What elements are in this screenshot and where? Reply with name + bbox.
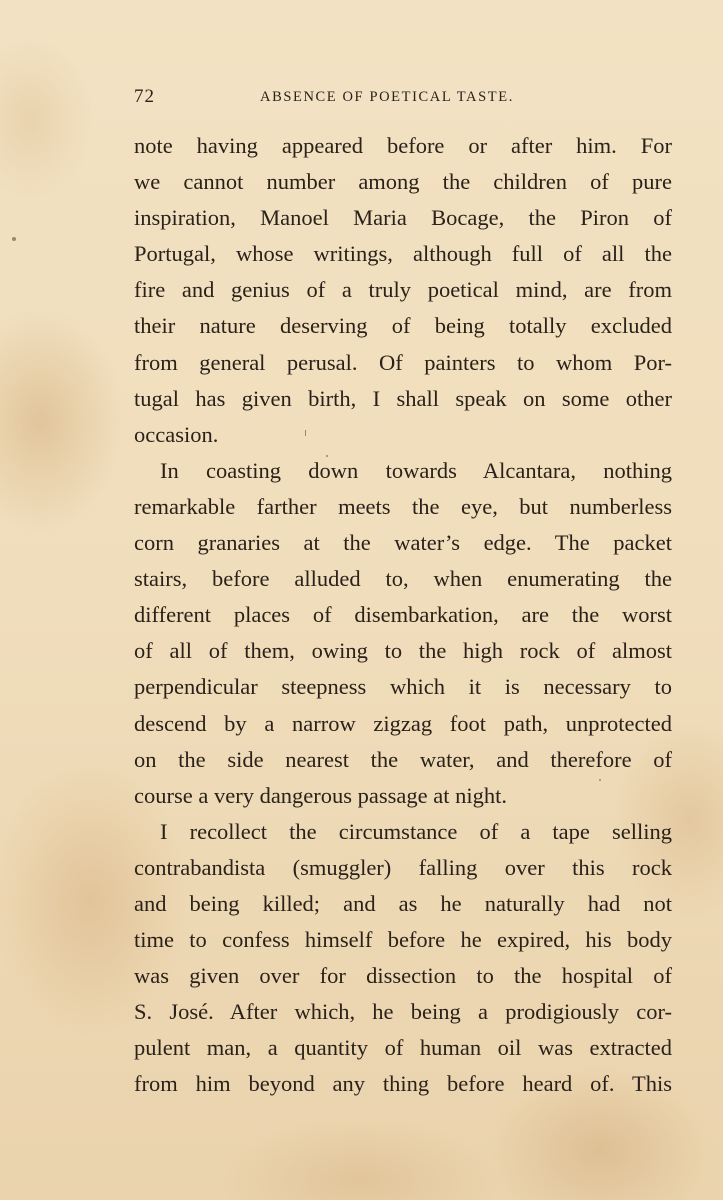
text-line: different places of disembarkation, are the worst: [134, 602, 672, 628]
paragraph-3: [134, 814, 672, 1103]
paragraph-1: [134, 128, 672, 453]
body-text: [134, 128, 672, 1103]
running-title: ABSENCE OF POETICAL TASTE.: [260, 89, 514, 105]
text-line: of all of them, owing to the high rock of almost: [134, 638, 672, 664]
text-line: I recollect the circumstance of a tape selling: [160, 818, 672, 844]
paper-speck: [326, 455, 328, 457]
page-number: 72: [134, 86, 155, 107]
text-line: occasion.: [134, 421, 219, 447]
text-line: course a very dangerous passage at night.: [134, 782, 507, 808]
text-line: on the side nearest the water, and therefore of: [134, 746, 672, 772]
text-line: we cannot number among the children of pure: [134, 169, 672, 195]
text-line: inspiration, Manoel Maria Bocage, the Piron of: [134, 205, 672, 231]
running-head: [134, 86, 674, 112]
text-line: time to confess himself before he expired, his body: [134, 927, 672, 953]
paper-speck: [12, 237, 16, 241]
text-line: corn granaries at the water’s edge. The packet: [134, 530, 672, 556]
text-line: descend by a narrow zigzag foot path, unprotected: [134, 710, 672, 736]
text-line: remarkable farther meets the eye, but numberless: [134, 493, 672, 519]
paper-speck: [599, 779, 601, 781]
text-line: S. José. After which, he being a prodigiously cor-: [134, 999, 672, 1025]
text-line: from him beyond any thing before heard of. This: [134, 1071, 672, 1097]
paragraph-2: [134, 453, 672, 814]
text-line: note having appeared before or after him. For: [134, 133, 672, 158]
text-line: contrabandista (smuggler) falling over this rock: [134, 854, 672, 880]
paper-speck: [305, 430, 306, 436]
text-line: their nature deserving of being totally excluded: [134, 313, 672, 339]
text-line: In coasting down towards Alcantara, nothing: [160, 457, 672, 483]
text-line: fire and genius of a truly poetical mind, are from: [134, 277, 672, 303]
text-line: stairs, before alluded to, when enumerating the: [134, 566, 672, 592]
text-line: was given over for dissection to the hospital of: [134, 963, 672, 989]
text-line: Portugal, whose writings, although full of all the: [134, 241, 672, 267]
text-line: from general perusal. Of painters to whom Por-: [134, 349, 672, 375]
text-line: perpendicular steepness which it is necessary to: [134, 674, 672, 700]
text-line: pulent man, a quantity of human oil was extracted: [134, 1035, 672, 1061]
text-line: and being killed; and as he naturally had not: [134, 890, 672, 916]
text-line: tugal has given birth, I shall speak on some other: [134, 385, 672, 411]
